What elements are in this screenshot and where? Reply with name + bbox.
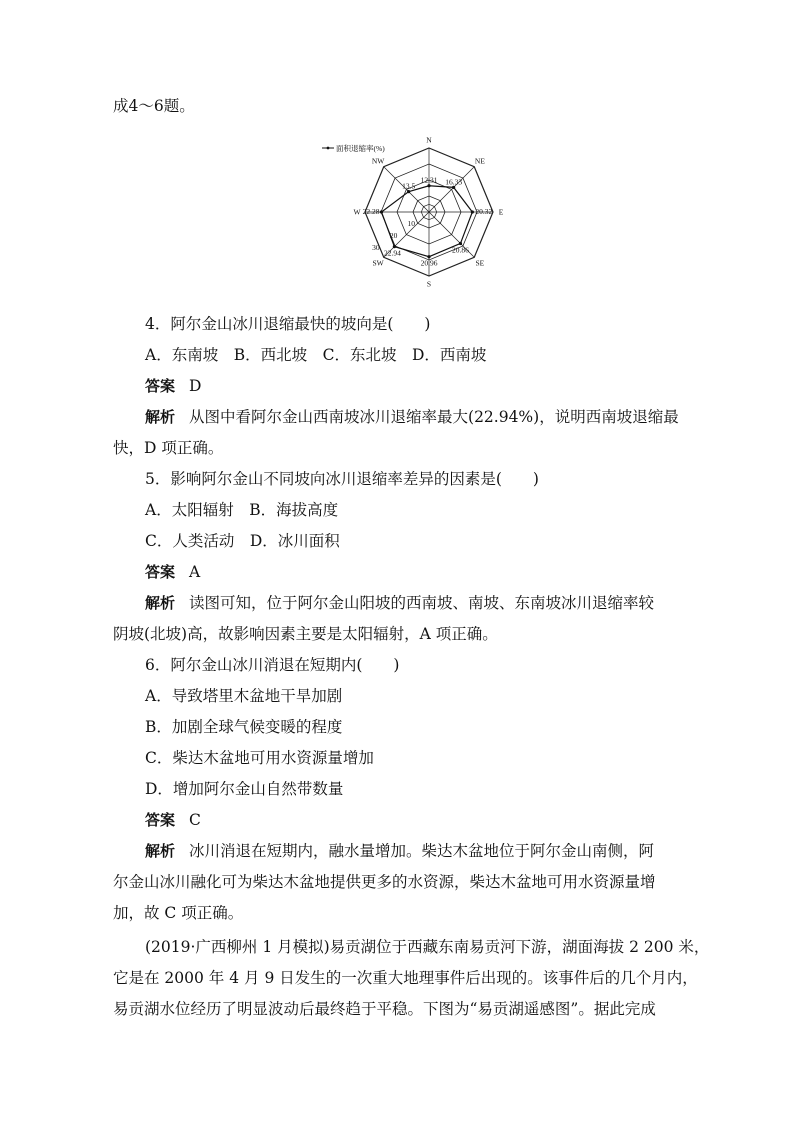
value-label: 20.96 <box>420 258 438 268</box>
value-label: 16.33 <box>445 177 463 187</box>
value-label: 22.28 <box>362 207 380 216</box>
q5-options-2: C．人类活动 D．冰川面积 <box>145 532 340 550</box>
direction-label: N <box>426 135 432 145</box>
q6-option-b: B．加剧全球气候变暖的程度 <box>145 718 343 736</box>
next-intro-line-3: 易贡湖水位经历了明显波动后最终趋于平稳。下图为“易贡湖遥感图”。据此完成 <box>113 1000 656 1018</box>
q4-answer-row <box>145 376 201 396</box>
value-label: 22.94 <box>383 248 401 258</box>
q6-analysis-line-2: 尔金山冰川融化可为柴达木盆地提供更多的水资源，柴达木盆地可用水资源量增 <box>113 873 656 891</box>
answer-label: 答案 <box>145 563 176 581</box>
radar-chart <box>312 134 512 296</box>
q5-analysis-line-2: 阴坡(北坡)高，故影响因素主要是太阳辐射，A 项正确。 <box>113 625 498 643</box>
direction-label: S <box>426 279 432 289</box>
q6-answer-row <box>145 810 201 830</box>
q4-stem: 4．阿尔金山冰川退缩最快的坡向是( ) <box>145 315 431 333</box>
q6-stem: 6．阿尔金山冰川消退在短期内( ) <box>145 656 400 674</box>
scale-label: 10 <box>407 218 416 228</box>
q4-analysis-line-1: 解析 从图中看阿尔金山西南坡冰川退缩率最大(22.94%)，说明西南坡退缩最 <box>145 408 679 426</box>
q4-options: A．东南坡 B．西北坡 C．东北坡 D．西南坡 <box>145 346 487 364</box>
analysis-label: 解析 <box>145 408 176 426</box>
direction-label: E <box>498 207 504 217</box>
answer-label: 答案 <box>145 811 176 829</box>
q4-analysis-line-2: 快，D 项正确。 <box>113 439 224 457</box>
q5-answer: A <box>189 563 201 581</box>
value-label: 20.32 <box>475 207 493 216</box>
q6-analysis-line-1: 解析 冰川消退在短期内，融水量增加。柴达木盆地位于阿尔金山南侧，阿 <box>145 842 655 860</box>
direction-label: NW <box>371 156 385 166</box>
direction-label: SW <box>372 258 384 268</box>
q4-answer: D <box>189 377 202 395</box>
analysis-label: 解析 <box>145 842 176 860</box>
legend-marker <box>327 147 330 150</box>
chart-legend <box>322 143 385 153</box>
q5-options-1: A．太阳辐射 B．海拔高度 <box>145 501 339 519</box>
q6-option-d: D．增加阿尔金山自然带数量 <box>145 780 344 798</box>
direction-label: W <box>353 207 361 217</box>
answer-label: 答案 <box>145 377 176 395</box>
q5-analysis-line-1: 解析 读图可知，位于阿尔金山阳坡的西南坡、南坡、东南坡冰川退缩率较 <box>145 594 655 612</box>
q5-answer-row <box>145 562 200 582</box>
q6-option-c: C．柴达木盆地可用水资源量增加 <box>145 749 374 767</box>
direction-label: NE <box>474 156 485 166</box>
value-label: 12.31 <box>420 175 438 185</box>
next-intro-line-2: 它是在 2000 年 4 月 9 日发生的一次重大地理事件后出现的。该事件后的几个月内， <box>113 969 698 987</box>
analysis-label: 解析 <box>145 594 176 612</box>
legend-label: 面积退缩率(%) <box>336 144 385 153</box>
q6-answer: C <box>189 811 201 829</box>
scale-label: 30 <box>372 242 380 252</box>
value-label: 13.5 <box>402 181 416 191</box>
data-point <box>380 210 383 213</box>
q6-analysis-line-3: 加，故 C 项正确。 <box>113 904 244 922</box>
scale-label: 20 <box>389 230 398 240</box>
intro-tail: 成4～6题。 <box>113 97 195 115</box>
q6-option-a: A．导致塔里木盆地干旱加剧 <box>145 687 343 705</box>
next-intro-line-1: (2019·广西柳州 1 月模拟)易贡湖位于西藏东南易贡河下游，湖面海拔 2 200 米， <box>145 938 710 956</box>
q5-stem: 5．影响阿尔金山不同坡向冰川退缩率差异的因素是( ) <box>145 470 539 488</box>
value-label: 20.86 <box>452 245 469 255</box>
data-point <box>471 210 474 213</box>
direction-label: SE <box>475 258 485 268</box>
